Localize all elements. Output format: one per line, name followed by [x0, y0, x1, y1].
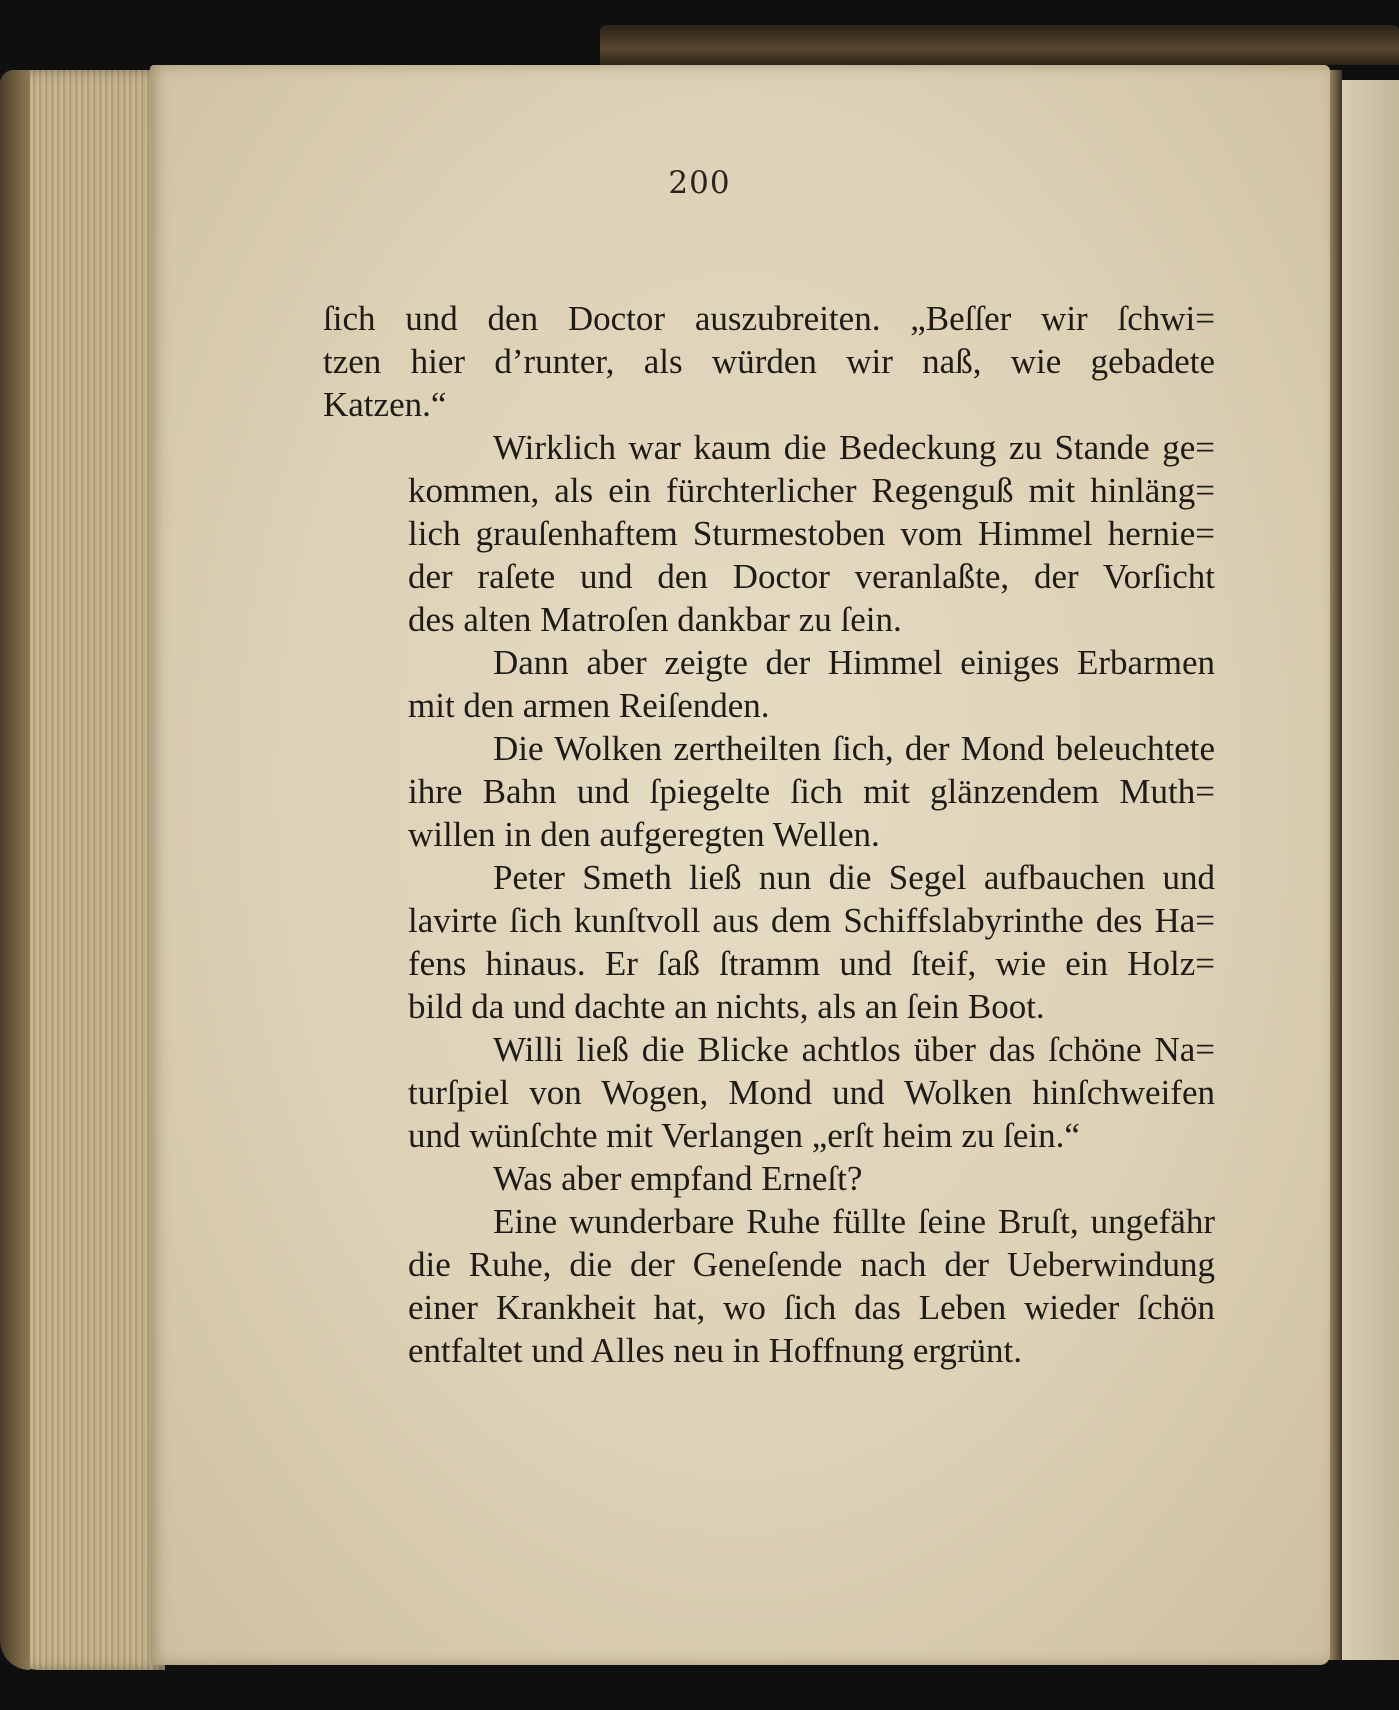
paragraph	[323, 297, 1215, 426]
text-line: willen in den aufgeregten Wellen.	[408, 815, 880, 854]
text-line: einer Krankheit hat, wo ſich das Leben wieder ſchön	[408, 1288, 1215, 1327]
text-line: Dann aber zeigte der Himmel einiges Erbarmen	[493, 643, 1215, 682]
paragraph	[323, 1157, 1215, 1200]
text-line: turſpiel von Wogen, Mond und Wolken hinſchweifen	[408, 1073, 1215, 1112]
facing-page-edge	[1340, 80, 1399, 1660]
page-number: 200	[668, 165, 731, 201]
text-line: bild da und dachte an nichts, als an ſein Boot.	[408, 987, 1045, 1026]
paragraph	[323, 1028, 1215, 1157]
text-line: ſich und den Doctor auszubreiten. „Beſſer wir ſchwi=	[323, 299, 1215, 338]
text-line: lich grauſenhaftem Sturmestoben vom Himmel hernie=	[408, 514, 1215, 553]
text-line: und wünſchte mit Verlangen „erſt heim zu ſein.“	[408, 1116, 1080, 1155]
book-cover-edge	[0, 70, 30, 1670]
text-line: ihre Bahn und ſpiegelte ſich mit glänzendem Muth=	[408, 772, 1215, 811]
text-line: fens hinaus. Er ſaß ſtramm und ſteif, wie ein Holz=	[408, 944, 1215, 983]
paragraph	[323, 727, 1215, 856]
paragraph	[323, 641, 1215, 727]
text-line: des alten Matroſen dankbar zu ſein.	[408, 600, 902, 639]
text-line: lavirte ſich kunſtvoll aus dem Schiffslabyrinthe des Ha=	[408, 901, 1215, 940]
text-line: Wirklich war kaum die Bedeckung zu Stande ge=	[493, 428, 1215, 467]
text-line: kommen, als ein fürchterlicher Regenguß mit hinläng=	[408, 471, 1215, 510]
paragraph	[323, 426, 1215, 641]
text-line: Was aber empfand Erneſt?	[493, 1159, 863, 1198]
text-line: entfaltet und Alles neu in Hoffnung ergrünt.	[408, 1331, 1023, 1370]
text-line: Peter Smeth ließ nun die Segel aufbauchen und	[493, 858, 1215, 897]
text-line: Eine wunderbare Ruhe füllte ſeine Bruſt, ungefähr	[493, 1202, 1215, 1241]
paragraph	[323, 856, 1215, 1028]
book-spine-top	[600, 25, 1399, 65]
text-line: Katzen.“	[323, 385, 447, 424]
paragraph	[323, 1200, 1215, 1372]
text-line: tzen hier d’runter, als würden wir naß, wie gebadete	[323, 342, 1215, 381]
text-line: Die Wolken zertheilten ſich, der Mond beleuchtete	[493, 729, 1215, 768]
text-line: Willi ließ die Blicke achtlos über das ſchöne Na=	[493, 1030, 1215, 1069]
page-text	[323, 297, 1215, 1372]
text-line: der raſete und den Doctor veranlaßte, der Vorſicht	[408, 557, 1215, 596]
text-line: die Ruhe, die der Geneſende nach der Ueberwindung	[408, 1245, 1215, 1284]
text-line: mit den armen Reiſenden.	[408, 686, 770, 725]
